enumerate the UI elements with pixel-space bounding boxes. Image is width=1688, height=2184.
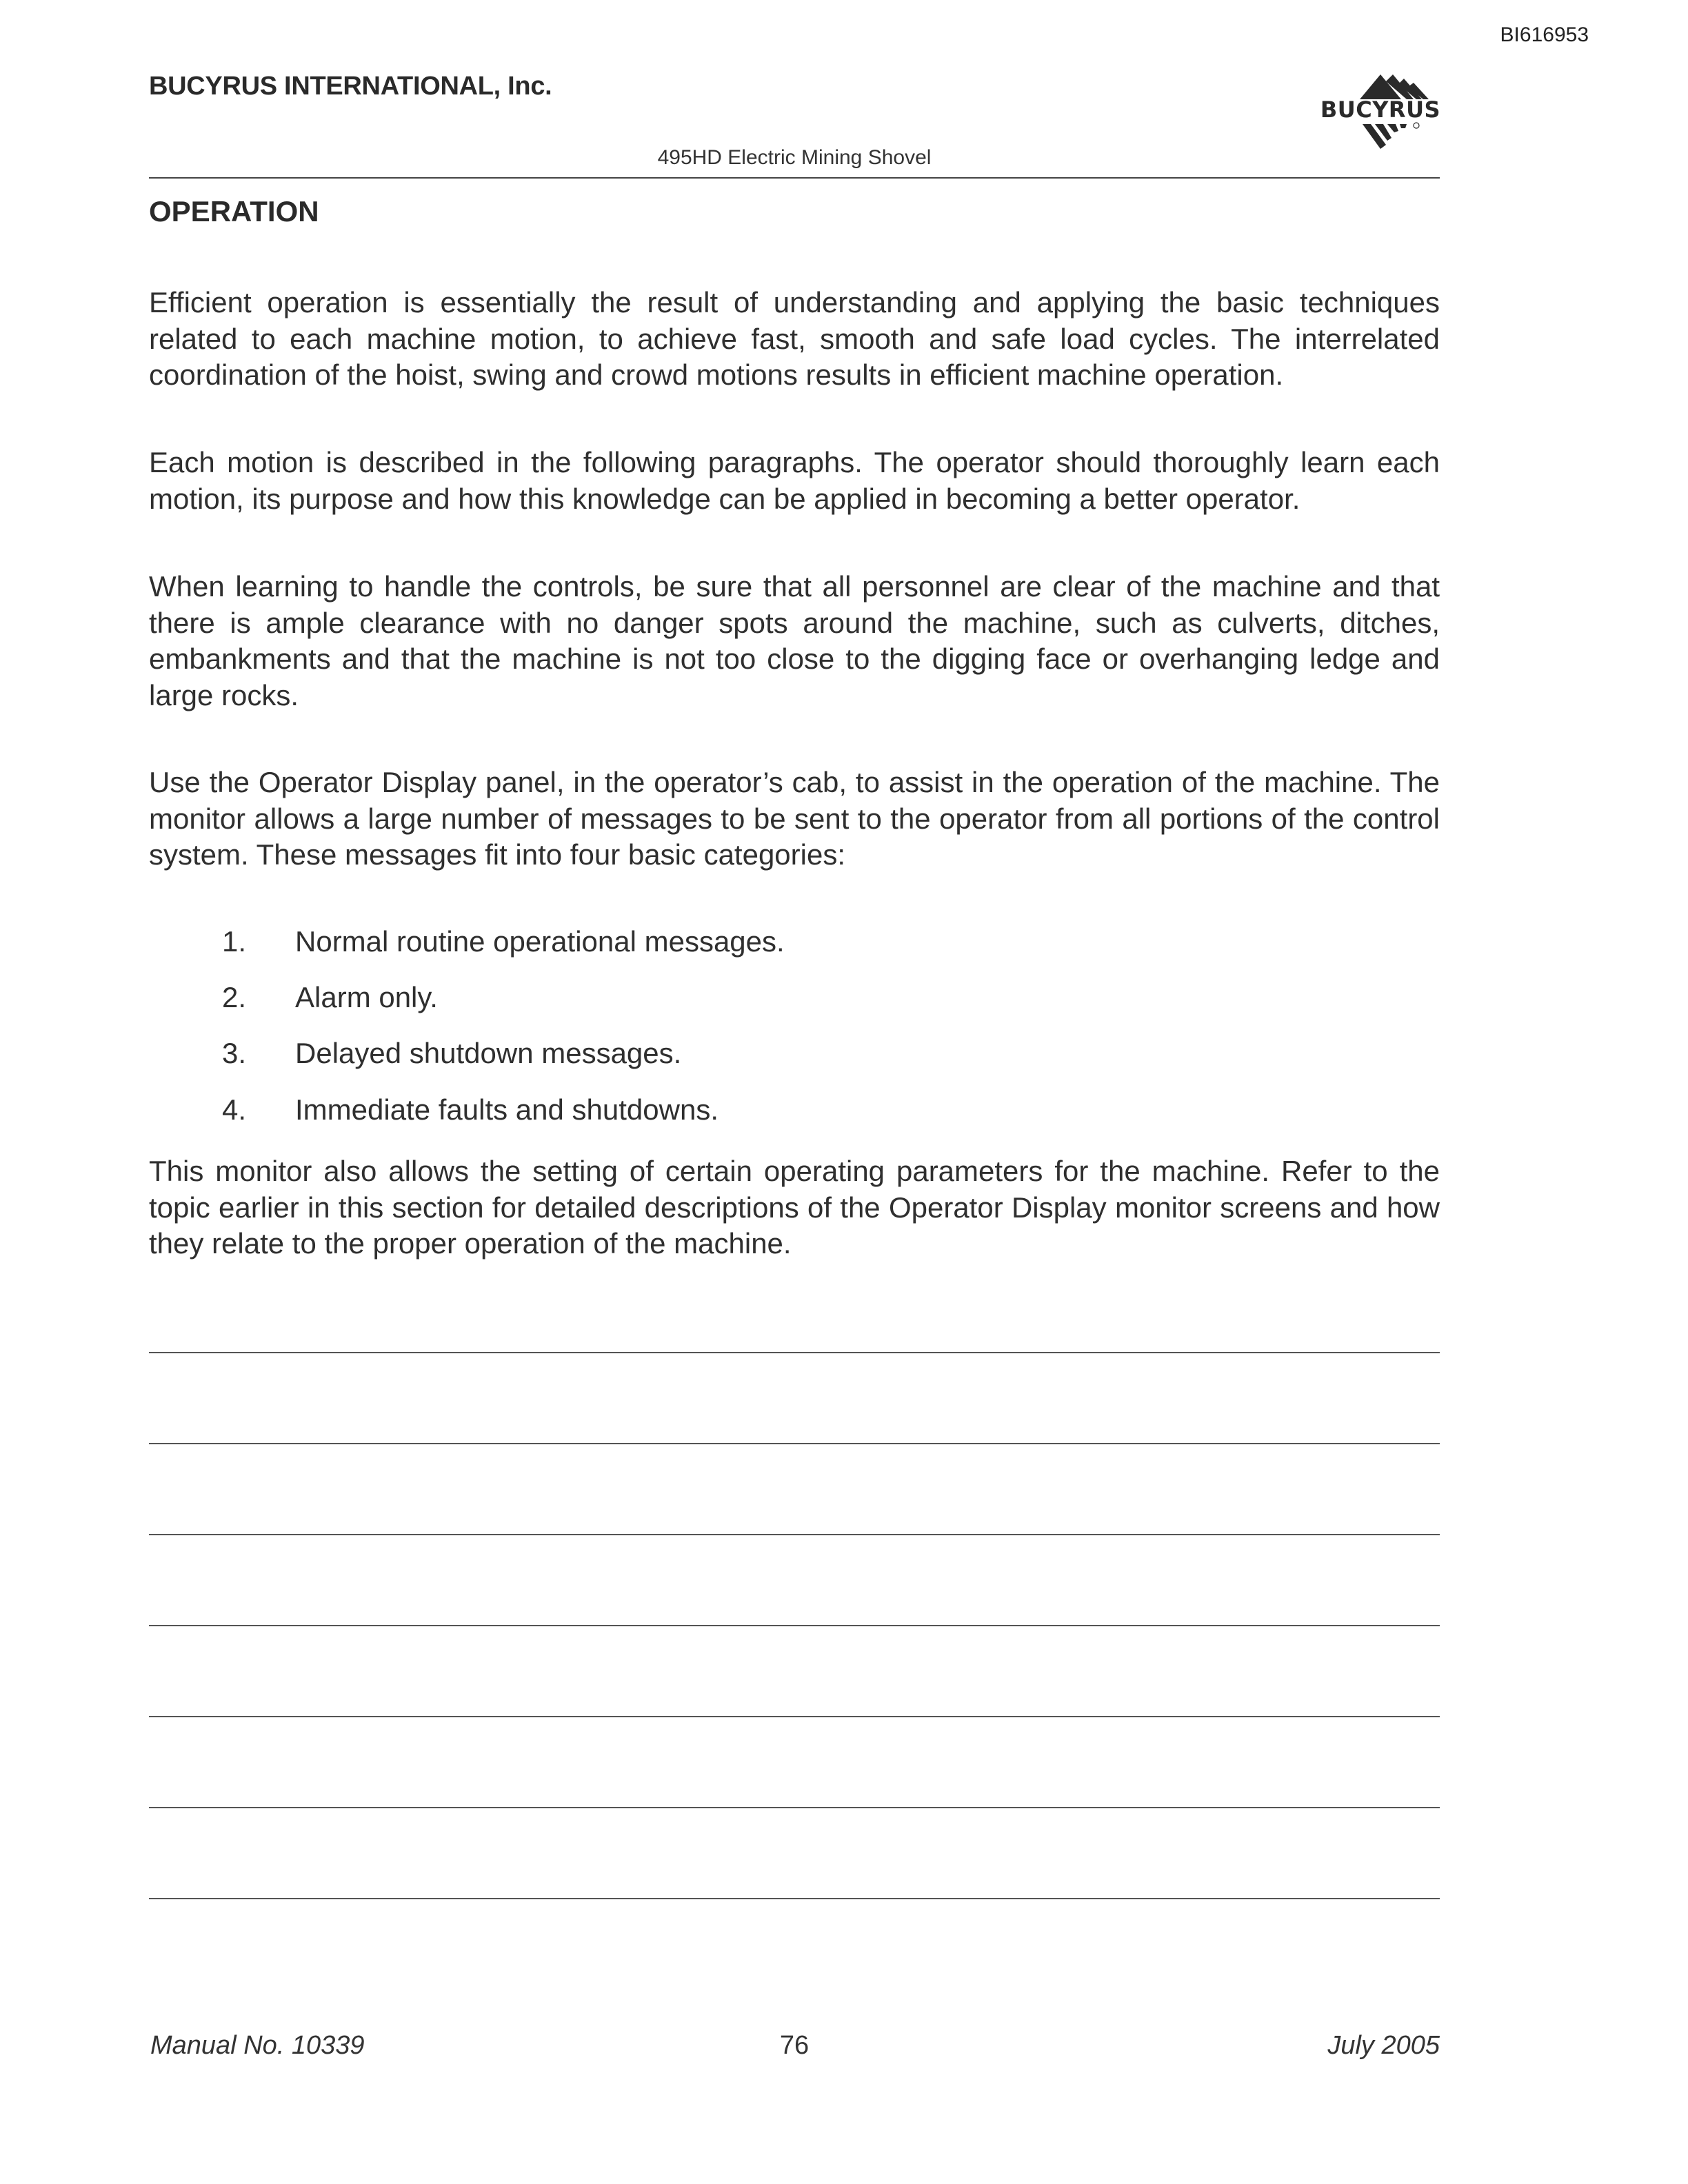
list-number: 2. — [222, 981, 247, 1013]
list-item — [222, 1092, 719, 1128]
notes-line — [149, 1716, 1440, 1717]
paragraph-learning-controls: When learning to handle the controls, be sure that all personnel are clear of the machine and that there is ample clearance with no danger spots around the machine, such as culverts, ditches, embankments and that the machine is not too close to the digging face or overhanging ledge and large rocks. — [149, 570, 1440, 711]
notes-line — [149, 1898, 1440, 1899]
list-text: Normal routine operational messages. — [295, 925, 785, 958]
document-subtitle: 495HD Electric Mining Shovel — [657, 146, 932, 169]
notes-line — [149, 1534, 1440, 1535]
notes-line — [149, 1807, 1440, 1808]
list-item — [222, 1035, 681, 1071]
manual-number: Manual No. 10339 — [150, 2031, 365, 2060]
list-text: Alarm only. — [295, 981, 438, 1013]
paragraph-each-motion: Each motion is described in the following paragraphs. The operator should thoroughly learn each motion, its purpose and how this knowledge can be applied in becoming a better operator. — [149, 446, 1440, 515]
header-divider — [149, 177, 1440, 179]
bucyrus-logo — [1317, 72, 1444, 153]
list-number: 3. — [222, 1037, 247, 1069]
list-number: 1. — [222, 925, 247, 958]
logo-wordmark: BUCYRUS — [1320, 97, 1441, 123]
section-title: OPERATION — [149, 195, 319, 228]
notes-line — [149, 1625, 1440, 1626]
list-item — [222, 980, 438, 1015]
paragraph-monitor-settings: This monitor also allows the setting of certain operating parameters for the machine. Refer to the topic earlier in this section for detailed descriptions of the Operator Display monitor screens and how they relate to the proper operation of the machine. — [149, 1155, 1440, 1260]
publication-date: July 2005 — [1327, 2031, 1440, 2060]
page-number: 76 — [779, 2031, 810, 2060]
paragraph-efficient-operation: Efficient operation is essentially the result of understanding and applying the basic techniques related to each machine motion, to achieve fast, smooth and safe load cycles. The interrelated coordination of the hoist, swing and crowd motions results in efficient machine operation. — [149, 286, 1440, 391]
list-item — [222, 924, 785, 960]
list-number: 4. — [222, 1093, 247, 1126]
company-name: BUCYRUS INTERNATIONAL, Inc. — [149, 72, 552, 101]
notes-line — [149, 1352, 1440, 1353]
document-id: BI616953 — [1500, 23, 1589, 46]
list-text: Immediate faults and shutdowns. — [295, 1093, 719, 1126]
list-text: Delayed shutdown messages. — [295, 1037, 682, 1069]
notes-line — [149, 1443, 1440, 1444]
paragraph-operator-display: Use the Operator Display panel, in the operator’s cab, to assist in the operation of the machine. The monitor allows a large number of messages to be sent to the operator from all portions of the control system. These messages fit into four basic categories: — [149, 766, 1440, 871]
